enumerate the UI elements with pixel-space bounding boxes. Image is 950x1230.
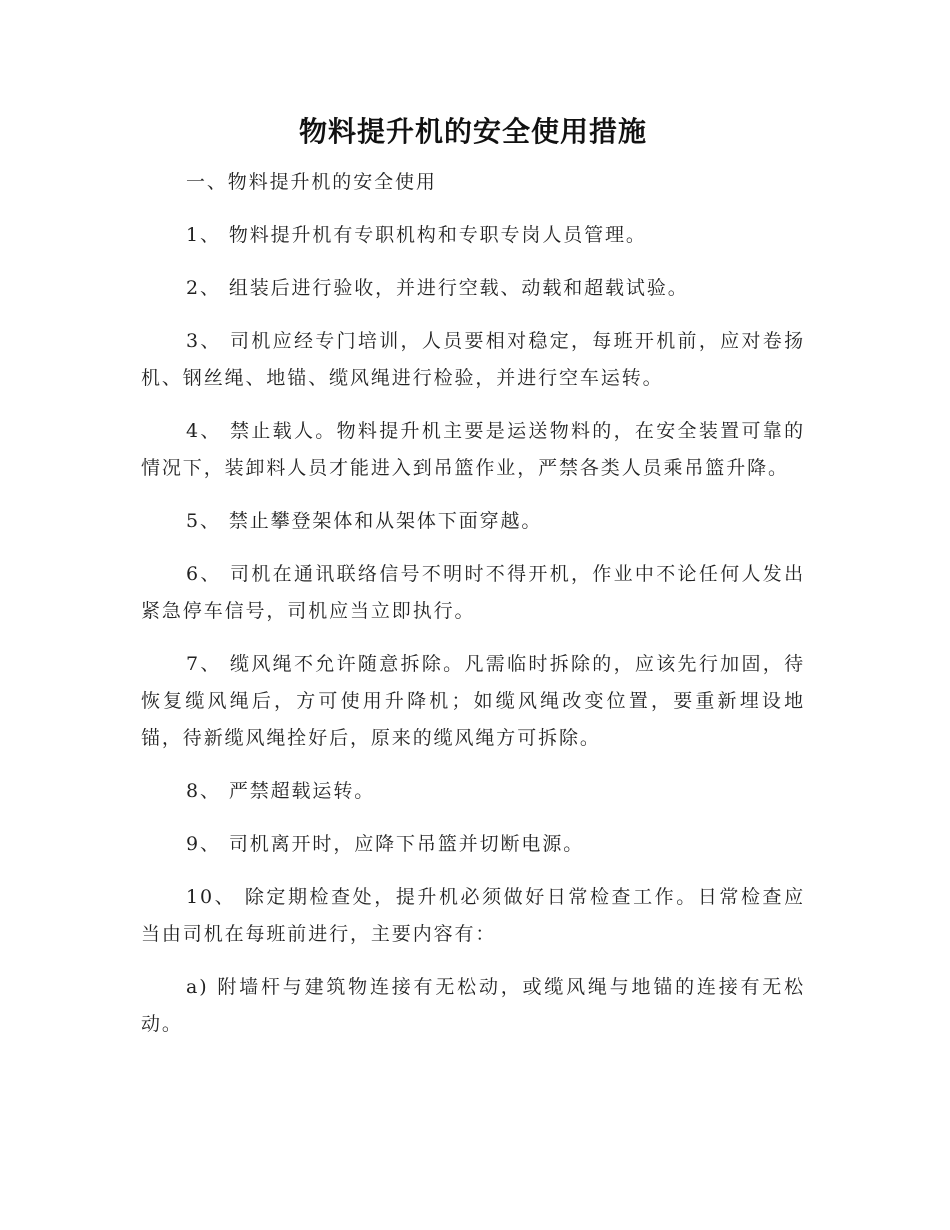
paragraph-5: 5、 禁止攀登架体和从架体下面穿越。 [186, 510, 543, 532]
paragraph-6: 6、 司机在通讯联络信号不明时不得开机，作业中不论任何人发出紧急停车信号，司机应当立即执行。 [141, 563, 805, 622]
paragraph-2: 2、 组装后进行验收，并进行空载、动载和超载试验。 [186, 277, 689, 299]
paragraph-8: 8、 严禁超载运转。 [186, 780, 376, 802]
paragraph-4: 4、 禁止载人。物料提升机主要是运送物料的，在安全装置可靠的情况下，装卸料人员才能进入到吊篮作业，严禁各类人员乘吊篮升降。 [141, 420, 805, 479]
document-page [141, 110, 805, 1043]
paragraph-10: 10、 除定期检查处，提升机必须做好日常检查工作。日常检查应当由司机在每班前进行，主要内容有： [141, 886, 805, 945]
paragraph-7: 7、 缆风绳不允许随意拆除。凡需临时拆除的，应该先行加固，待恢复缆风绳后，方可使用升降机；如缆风绳改变位置，要重新埋设地锚，待新缆风绳拴好后，原来的缆风绳方可拆除。 [141, 653, 805, 749]
paragraph-a: a) 附墙杆与建筑物连接有无松动，或缆风绳与地锚的连接有无松动。 [141, 976, 805, 1035]
paragraph-1: 1、 物料提升机有专职机构和专职专岗人员管理。 [186, 224, 647, 246]
document-title: 物料提升机的安全使用措施 [298, 115, 647, 148]
paragraph-9: 9、 司机离开时，应降下吊篮并切断电源。 [186, 833, 585, 855]
paragraph-3: 3、 司机应经专门培训，人员要相对稳定，每班开机前，应对卷扬机、钢丝绳、地锚、缆风绳进行检验，并进行空车运转。 [141, 330, 805, 389]
section-heading: 一、物料提升机的安全使用 [186, 171, 437, 193]
